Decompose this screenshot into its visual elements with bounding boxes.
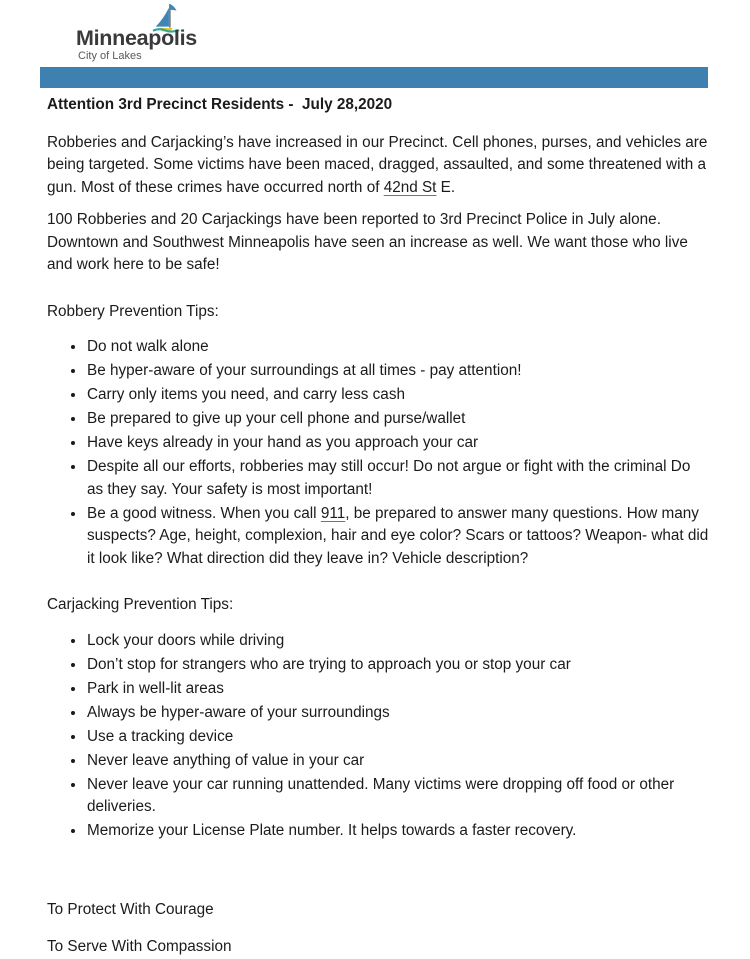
list-item: • Lock your doors while driving <box>86 630 710 653</box>
motto-protect: To Protect With Courage <box>47 900 214 918</box>
intro-text-before: Robberies and Carjacking’s have increased in our Precinct. Cell phones, purses, and vehicles are being targeted. Some victims have been maced, dragged, assaulted, and some threatened with a gun. Most of these crimes have occurred north of <box>47 133 708 196</box>
list-item: • Carry only items you need, and carry less cash <box>86 384 710 407</box>
witness-text-after: , be prepared to answer many questions. How many suspects? Age, height, complexion, hair and eye color? Scars or tattoos? Weapon- what did it look like? What direction did they leave in? Vehicle description? <box>87 504 709 567</box>
list-item: • Despite all our efforts, robberies may still occur! Do not argue or fight with the criminal Do as they say. Your safety is most important! <box>86 456 710 501</box>
minneapolis-logo <box>0 0 750 67</box>
list-item: • Have keys already in your hand as you approach your car <box>86 432 710 455</box>
robbery-tips-list <box>47 336 710 570</box>
list-item: • Memorize your License Plate number. It helps towards a faster recovery. <box>86 820 710 843</box>
list-item: • Always be hyper-aware of your surroundings <box>86 702 710 725</box>
carjacking-tips-heading: Carjacking Prevention Tips: <box>47 596 234 613</box>
logo-city-name: Minneapolis <box>76 26 197 50</box>
street-link[interactable]: 42nd St <box>383 178 437 196</box>
carjacking-tips-list <box>47 630 710 843</box>
intro-paragraph <box>47 132 710 200</box>
logo-tagline: City of Lakes <box>78 50 142 62</box>
emergency-number-link[interactable]: 911 <box>320 504 346 522</box>
notice-body <box>47 94 710 959</box>
list-item: • Don’t stop for strangers who are trying to approach you or stop your car <box>86 654 710 677</box>
list-item: • Never leave your car running unattended. Many victims were dropping off food or other deliveries. <box>86 774 710 819</box>
list-item: • Do not walk alone <box>86 336 710 359</box>
list-item: • Park in well-lit areas <box>86 678 710 701</box>
list-item: • Use a tracking device <box>86 726 710 749</box>
list-item-witness <box>86 503 710 571</box>
intro-text-after: E. <box>436 178 456 196</box>
list-item: • Be prepared to give up your cell phone and purse/wallet <box>86 408 710 431</box>
list-item: • Never leave anything of value in your car <box>86 750 710 773</box>
stats-paragraph: 100 Robberies and 20 Carjackings have been reported to 3rd Precinct Police in July alone. Downtown and Southwest Minneapolis have seen an increase as well. We want those who live and work here to be safe! <box>47 211 688 273</box>
notice-title: Attention 3rd Precinct Residents - July 28,2020 <box>47 96 393 113</box>
blue-banner-bar <box>40 67 708 88</box>
motto-serve: To Serve With Compassion <box>47 938 232 955</box>
robbery-tips-heading: Robbery Prevention Tips: <box>47 302 219 320</box>
list-item: • Be hyper-aware of your surroundings at all times - pay attention! <box>86 360 710 383</box>
witness-text-before: Be a good witness. When you call <box>87 504 321 522</box>
